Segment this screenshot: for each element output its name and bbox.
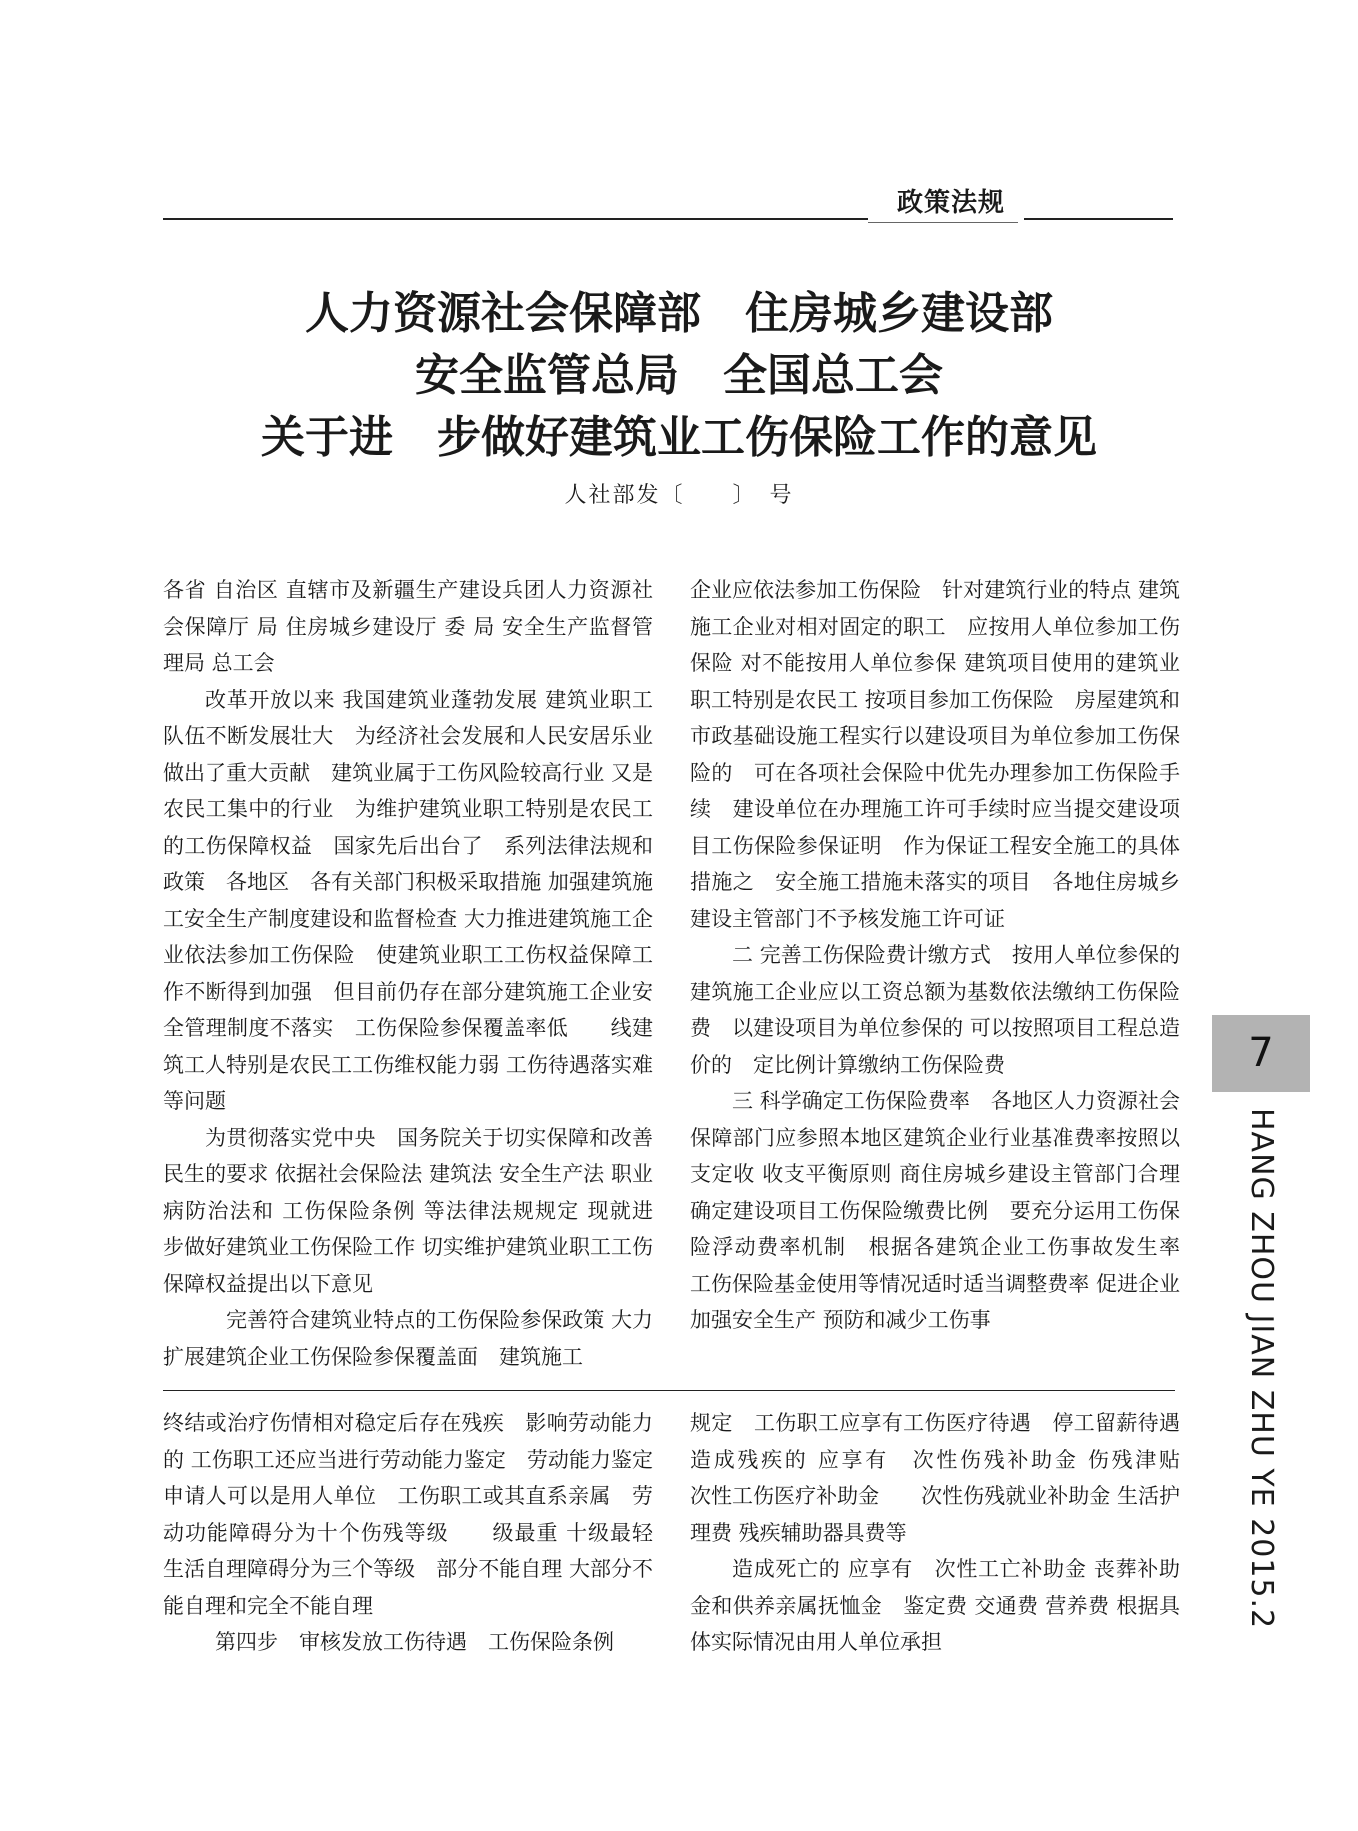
paragraph: 造成死亡的 应享有 次性工亡补助金 丧葬补助金和供养亲属抚恤金 鉴定费 交通费 营养费 根据具体实际情况由用人单位承担 xyxy=(690,1557,1180,1654)
lower-right-column xyxy=(690,1405,1222,1661)
upper-left-column xyxy=(163,572,674,1375)
paragraph: 各省 自治区 直辖市及新疆生产建设兵团人力资源社会保障厅 局 住房城乡建设厅 委 局 安全生产监督管理局 总工会 xyxy=(163,578,653,675)
document-number: 人社部发〔 〕 号 xyxy=(564,483,794,508)
header-rule-left xyxy=(163,218,868,220)
paragraph: 第四步 审核发放工伤待遇 工伤保险条例 xyxy=(215,1630,614,1654)
paragraph: 终结或治疗伤情相对稳定后存在残疾 影响劳动能力的 工伤职工还应当进行劳动能力鉴定 劳动能力鉴定申请人可以是用人单位 工伤职工或其直系亲属 劳动功能障碍分为十个伤残等级 级最重 十级最轻 生活自理障碍分为三个等级 部分不能自理 大部分不能自理和完全不能自理 xyxy=(163,1411,674,1618)
paragraph: 规定 工伤职工应享有工伤医疗待遇 停工留薪待遇 造成残疾的 应享有 次性伤残补助金 伤残津贴 次性工伤医疗补助金 次性伤残就业补助金 生活护理费 残疾辅助器具费等 xyxy=(690,1411,1222,1545)
title-line-3: 关于进 步做好建筑业工伤保险工作的意见 xyxy=(261,412,1097,463)
paragraph: 企业应依法参加工伤保险 针对建筑行业的特点 建筑施工企业对相对固定的职工 应按用人单位参加工伤保险 对不能按用人单位参保 建筑项目使用的建筑业职工特别是农民工 按项目参加工伤保险 房屋建筑和市政基础设施工程实行以建设项目为单位参加工伤保险的 可在各项社会保险中优先办理参加工伤保险手续 建设单位在办理施工许可手续时应当提交建设项目工伤保险参保证明 作为保证工程安全施工的具体措施之 安全施工措施未落实的项目 各地住房城乡建设主管部门不予核发施工许可证 xyxy=(690,578,1180,931)
title-line-1: 人力资源社会保障部 住房城乡建设部 xyxy=(305,288,1053,339)
header-rule-right xyxy=(1024,218,1173,220)
paragraph: 二 完善工伤保险费计缴方式 按用人单位参保的建筑施工企业应以工资总额为基数依法缴纳工伤保险费 以建设项目为单位参保的 可以按照项目工程总造价的 定比例计算缴纳工伤保险费 xyxy=(690,943,1180,1077)
journal-name-vertical: HANG ZHOU JIAN ZHU YE 2015.2 xyxy=(1244,1108,1279,1630)
title-line-2: 安全监管总局 全国总工会 xyxy=(415,350,943,401)
section-label: 政策法规 xyxy=(896,188,1005,218)
header-rule-label-underline xyxy=(868,222,1018,223)
paragraph: 完善符合建筑业特点的工伤保险参保政策 大力扩展建筑企业工伤保险参保覆盖面 建筑施工 xyxy=(163,1308,653,1369)
paragraph: 改革开放以来 我国建筑业蓬勃发展 建筑业职工队伍不断发展壮大 为经济社会发展和人民安居乐业做出了重大贡献 建筑业属于工伤风险较高行业 又是农民工集中的行业 为维护建筑业职工特别是农民工的工伤保障权益 国家先后出台了 系列法律法规和政策 各地区 各有关部门积极采取措施 加强建筑施工安全生产制度建设和监督检查 大力推进建筑施工企业依法参加工伤保险 使建筑业职工工伤权益保障工作不断得到加强 但目前仍存在部分建筑施工企业安全管理制度不落实 工伤保险参保覆盖率低 线建筑工人特别是农民工工伤维权能力弱 工伤待遇落实难等问题 xyxy=(163,687,653,1113)
upper-right-column xyxy=(690,572,1201,1339)
section-divider xyxy=(163,1390,1175,1391)
paragraph: 为贯彻落实党中央 国务院关于切实保障和改善民生的要求 依据社会保险法 建筑法 安全生产法 职业病防治法和 工伤保险条例 等法律法规规定 现就进 步做好建筑业工伤保险工作 切实维护建筑业职工工伤保障权益提出以下意见 xyxy=(163,1125,674,1296)
lower-left-column xyxy=(163,1405,674,1661)
page-number-tab xyxy=(1212,1015,1310,1092)
page-number: 7 xyxy=(1248,1030,1274,1076)
paragraph: 三 科学确定工伤保险费率 各地区人力资源社会保障部门应参照本地区建筑企业行业基准费率按照以支定收 收支平衡原则 商住房城乡建设主管部门合理确定建设项目工伤保险缴费比例 要充分运用工伤保险浮动费率机制 根据各建筑企业工伤事故发生率 工伤保险基金使用等情况适时适当调整费率 促进企业加强安全生产 预防和减少工伤事 xyxy=(690,1089,1201,1332)
